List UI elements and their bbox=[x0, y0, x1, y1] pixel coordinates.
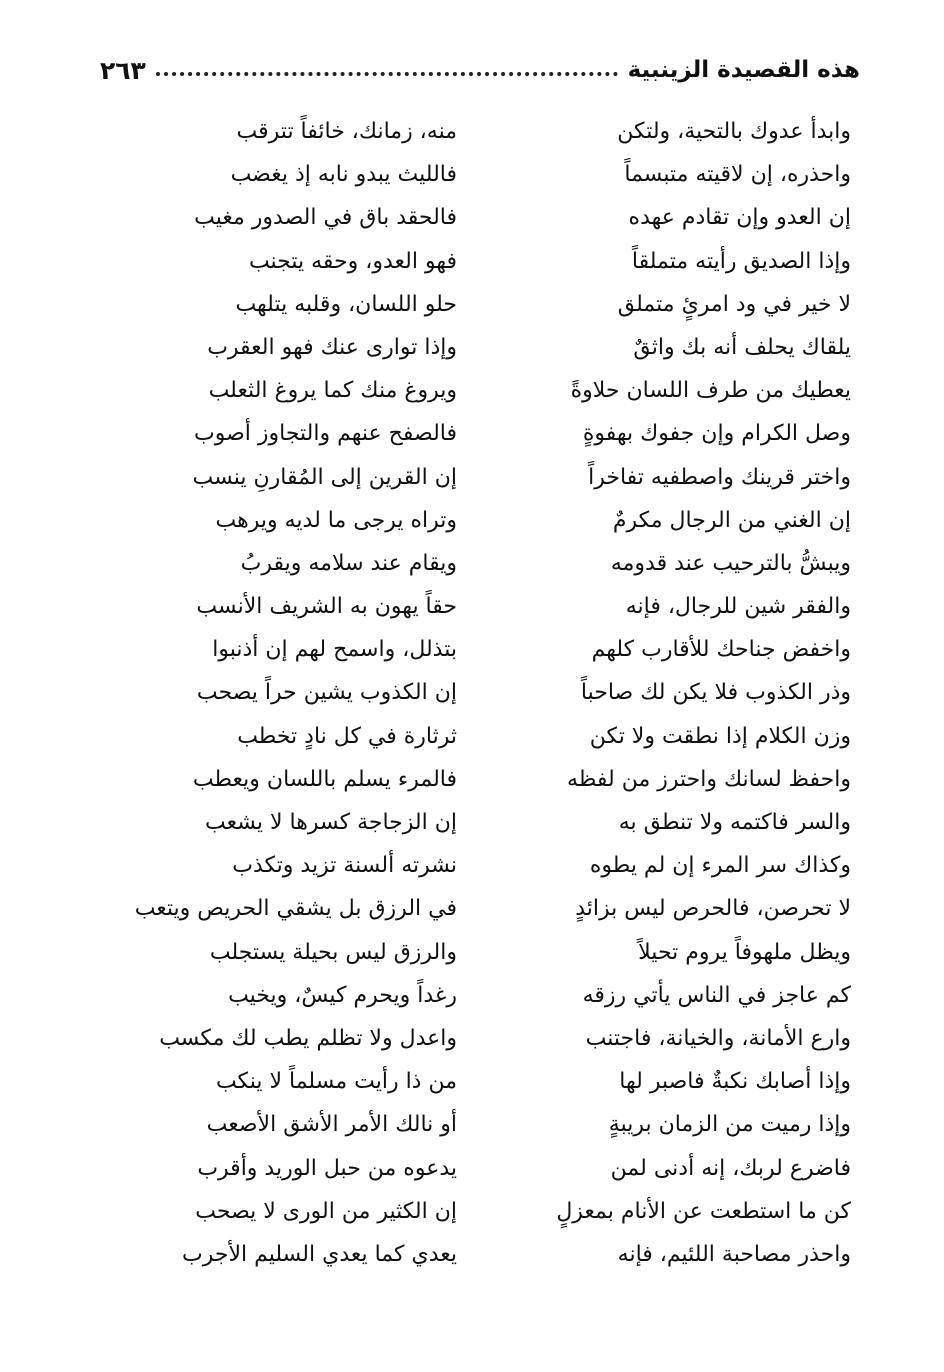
verse-line: منه، زمانك، خائفاً تترقب bbox=[236, 119, 457, 144]
verse-line: يعدي كما يعدي السليم الأجرب bbox=[182, 1241, 457, 1267]
verse-line: وإذا توارى عنك فهو العقرب bbox=[207, 334, 457, 360]
verse-line: وكذاك سر المرء إن لم يطوه bbox=[589, 853, 851, 879]
verse-line: واعدل ولا تظلم يطب لك مكسب bbox=[159, 1025, 457, 1051]
verse-line: إن الكذوب يشين حراً يصحب bbox=[196, 680, 457, 706]
verse-line: وابدأ عدوك بالتحية، ولتكن bbox=[617, 119, 851, 144]
verse-line: نشرته ألسنة تزيد وتكذب bbox=[232, 853, 457, 879]
verse-line: كن ما استطعت عن الأنام بمعزلٍ bbox=[556, 1198, 851, 1224]
verse-line: رغداً ويحرم كيسٌ، ويخيب bbox=[228, 982, 457, 1008]
verse-line: وارع الأمانة، والخيانة، فاجتنب bbox=[585, 1025, 851, 1051]
verse-line: ويقام عند سلامه ويقربُ bbox=[240, 550, 457, 576]
verse-line: إن الكثير من الورى لا يصحب bbox=[195, 1198, 457, 1224]
verse-line: إن الزجاجة كسرها لا يشعب bbox=[205, 810, 457, 835]
page-number: ٢٦٣ bbox=[100, 55, 146, 85]
right-column-hemistichs bbox=[506, 110, 851, 1310]
verse-line: والفقر شين للرجال، فإنه bbox=[625, 594, 851, 620]
verse-line: ثرثارة في كل نادٍ تخطب bbox=[237, 723, 457, 749]
verse-line: وزن الكلام إذا نطقت ولا تكن bbox=[589, 723, 851, 749]
verse-line: وإذا رميت من الزمان بريبةٍ bbox=[608, 1112, 851, 1138]
dotted-leader bbox=[156, 72, 618, 76]
verse-line: والرزق ليس بحيلة يستجلب bbox=[209, 939, 457, 965]
verse-line: فالحقد باق في الصدور مغيب bbox=[194, 205, 457, 231]
verse-line: في الرزق بل يشقي الحريص ويتعب bbox=[134, 896, 457, 922]
chapter-title: هذه القصيدة الزينبية bbox=[627, 57, 860, 83]
verse-line: فالصفح عنهم والتجاوز أصوب bbox=[194, 421, 457, 447]
verse-line: وإذا الصديق رأيته متملقاً bbox=[631, 248, 851, 274]
verse-line: واحفظ لسانك واحترز من لفظه bbox=[567, 766, 851, 792]
verse-line: فالمرء يسلم باللسان ويعطب bbox=[192, 766, 457, 792]
verse-line: ويبشُّ بالترحيب عند قدومه bbox=[610, 550, 851, 576]
verse-line: فالليث يبدو نابه إذ يغضب bbox=[230, 162, 457, 188]
verse-line: حقاً يهون به الشريف الأنسب bbox=[196, 594, 457, 620]
verse-line: وذر الكذوب فلا يكن لك صاحباً bbox=[580, 680, 851, 706]
verse-line: وصل الكرام وإن جفوك بهفوةٍ bbox=[582, 421, 851, 447]
verse-line: حلو اللسان، وقلبه يتلهب bbox=[235, 291, 457, 317]
verse-line: يعطيك من طرف اللسان حلاوةً bbox=[570, 378, 851, 404]
verse-line: واختر قرينك واصطفيه تفاخراً bbox=[588, 464, 851, 490]
verse-line: لا خير في ود امرئٍ متملق bbox=[617, 291, 851, 317]
verse-line: واحذره، إن لاقيته متبسماً bbox=[624, 162, 851, 188]
running-header bbox=[100, 50, 860, 90]
verse-line: وتراه يرجى ما لديه ويرهب bbox=[215, 507, 457, 533]
verse-line: إن الغني من الرجال مكرمٌ bbox=[612, 507, 851, 533]
verse-line: يدعوه من حبل الوريد وأقرب bbox=[197, 1155, 457, 1181]
verse-line: كم عاجز في الناس يأتي رزقه bbox=[582, 982, 851, 1008]
verse-line: واحذر مصاحبة اللئيم، فإنه bbox=[617, 1241, 851, 1267]
verse-line: لا تحرصن، فالحرص ليس بزائدٍ bbox=[575, 896, 851, 922]
verse-line: من ذا رأيت مسلماً لا ينكب bbox=[215, 1069, 457, 1095]
verse-line: بتذلل، واسمح لهم إن أذنبوا bbox=[212, 637, 457, 663]
verse-line: إن العدو وإن تقادم عهده bbox=[628, 205, 851, 231]
verse-line: فهو العدو، وحقه يتجنب bbox=[248, 248, 457, 274]
verse-line: يلقاك يحلف أنه بك واثقٌ bbox=[633, 334, 851, 360]
verse-line: والسر فاكتمه ولا تنطق به bbox=[618, 810, 851, 835]
verse-line: وإذا أصابك نكبةٌ فاصبر لها bbox=[619, 1069, 851, 1095]
verse-line: واخفض جناحك للأقارب كلهم bbox=[591, 637, 851, 663]
verse-line: ويظل ملهوفاً يروم تحيلاً bbox=[638, 939, 851, 965]
verse-line: إن القرين إلى المُقارنِ ينسب bbox=[192, 464, 457, 490]
verse-line: فاضرع لربك، إنه أدنى لمن bbox=[610, 1155, 851, 1181]
left-column-hemistichs bbox=[112, 110, 457, 1310]
verse-line: ويروغ منك كما يروغ الثعلب bbox=[208, 378, 457, 404]
verse-line: أو نالك الأمر الأشق الأصعب bbox=[206, 1112, 457, 1138]
